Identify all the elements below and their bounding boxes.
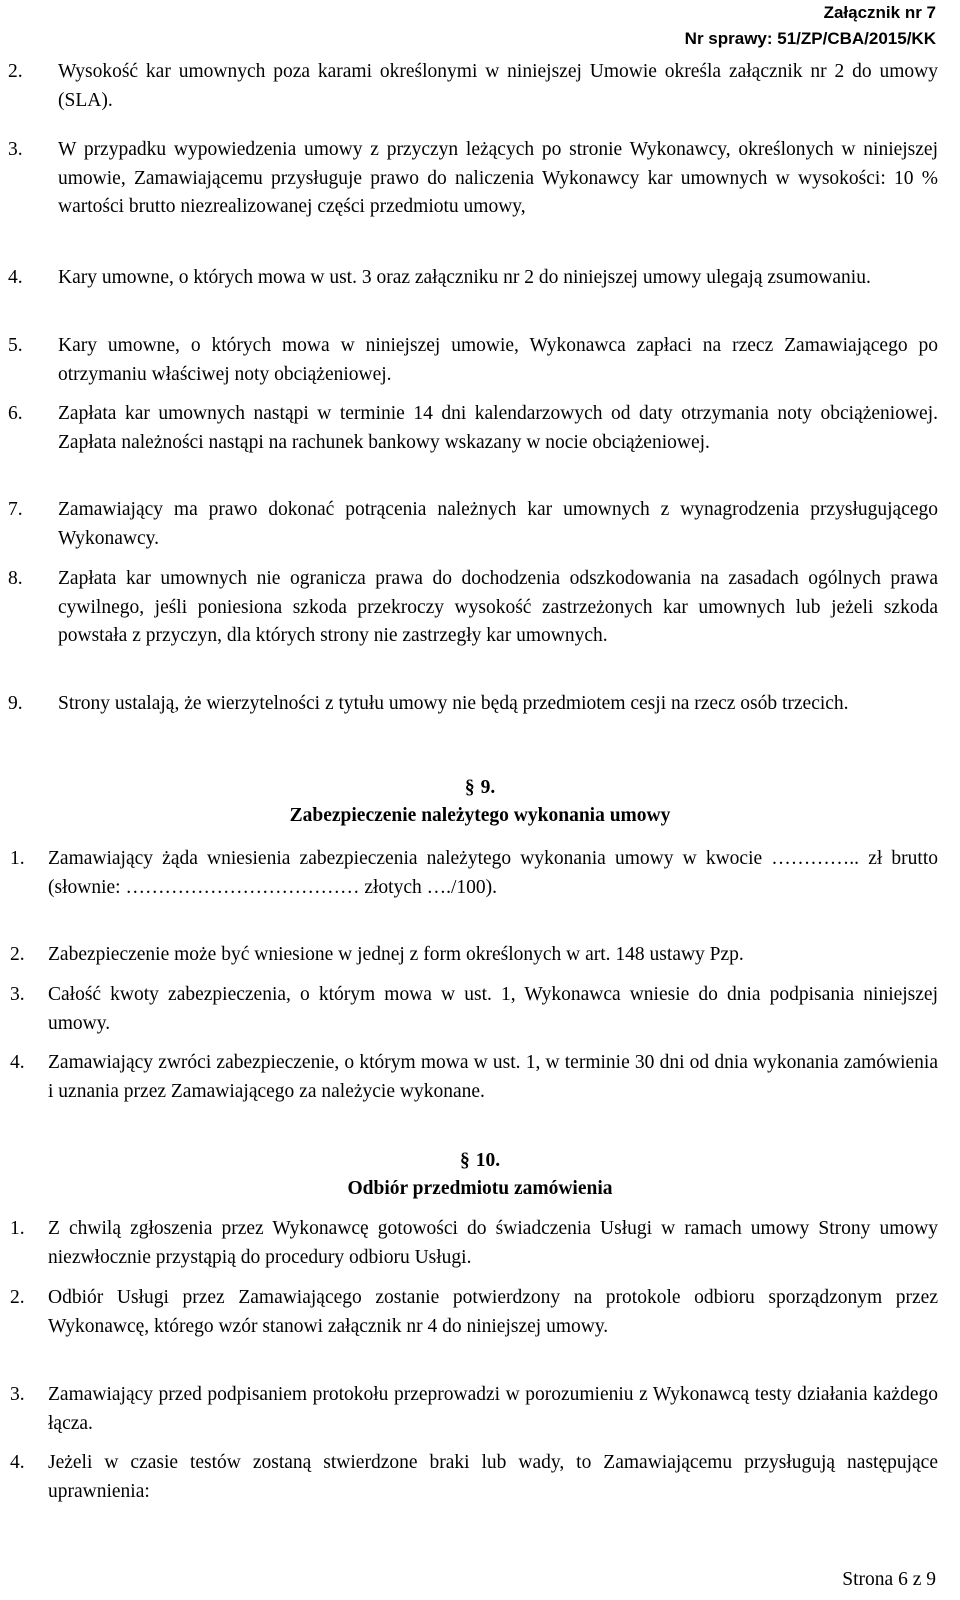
- item-text: Kary umowne, o których mowa w niniejszej umowie, Wykonawca zapłaci na rzecz Zamawiającego po otrzymaniu właściwej noty obciążeniowej.: [58, 335, 938, 385]
- item-text: Zapłata kar umownych nie ogranicza prawa do dochodzenia odszkodowania na zasadach ogólnych prawa cywilnego, jeśli poniesiona szkoda przekroczy wysokość zastrzeżonych kar umownych lub jeżeli szkoda powstała z przyczyn, dla których strony nie zastrzegły kar umownych.: [58, 568, 938, 646]
- item-number: 8.: [8, 568, 23, 589]
- item-number: 1.: [10, 1218, 25, 1239]
- item-text: Zamawiający ma prawo dokonać potrącenia należnych kar umownych z wynagrodzenia przysługującego Wykonawcy.: [58, 499, 938, 549]
- item-number: 4.: [10, 1052, 25, 1073]
- section-number: [0, 774, 960, 803]
- section-number-value: 9.: [480, 777, 496, 798]
- item-text: Wysokość kar umownych poza karami określonymi w niniejszej Umowie określa załącznik nr 2 do umowy (SLA).: [58, 61, 938, 111]
- item-text: Kary umowne, o których mowa w ust. 3 oraz załączniku nr 2 do niniejszej umowy ulegają zsumowaniu.: [58, 267, 871, 288]
- item-number: 1.: [10, 848, 25, 869]
- item-number: 6.: [8, 403, 23, 424]
- paragraph-mark: §: [459, 1150, 470, 1171]
- item-number: 2.: [10, 944, 25, 965]
- item-number: 3.: [8, 139, 23, 160]
- item-text: Strony ustalają, że wierzytelności z tytułu umowy nie będą przedmiotem cesji na rzecz osób trzecich.: [58, 693, 849, 714]
- item-text: Zamawiający żąda wniesienia zabezpieczenia należytego wykonania umowy w kwocie ………….. zł brutto (słownie: ……………………………… złotych …./100).: [48, 848, 938, 898]
- section-title: Zabezpieczenie należytego wykonania umowy: [289, 805, 671, 826]
- item-text: Zamawiający zwróci zabezpieczenie, o którym mowa w ust. 1, w terminie 30 dni od dnia wykonania zamówienia i uznania przez Zamawiającego za należycie wykonane.: [48, 1052, 938, 1102]
- page-number: Strona 6 z 9: [842, 1569, 936, 1590]
- item-text: Z chwilą zgłoszenia przez Wykonawcę gotowości do świadczenia Usługi w ramach umowy Strony umowy niezwłocznie przystąpią do procedury odbioru Usługi.: [48, 1218, 938, 1268]
- section-number-value: 10.: [475, 1150, 501, 1171]
- item-text: Odbiór Usługi przez Zamawiającego zostanie potwierdzony na protokole odbioru sporządzonym przez Wykonawcę, którego wzór stanowi załącznik nr 4 do niniejszej umowy.: [48, 1287, 938, 1337]
- case-number: Nr sprawy: 51/ZP/CBA/2015/KK: [684, 29, 936, 48]
- item-number: 4.: [8, 267, 23, 288]
- item-text: Zamawiający przed podpisaniem protokołu przeprowadzi w porozumieniu z Wykonawcą testy działania każdego łącza.: [48, 1384, 938, 1434]
- item-number: 4.: [10, 1452, 25, 1473]
- item-number: 2.: [10, 1287, 25, 1308]
- document-header: [685, 0, 936, 52]
- item-text: Jeżeli w czasie testów zostaną stwierdzone braki lub wady, to Zamawiającemu przysługują następujące uprawnienia:: [48, 1452, 938, 1502]
- item-text: Zapłata kar umownych nastąpi w terminie 14 dni kalendarzowych od daty otrzymania noty obciążeniowej. Zapłata należności nastąpi na rachunek bankowy wskazany w nocie obciążeniowej.: [58, 403, 938, 453]
- section-number: [0, 1147, 960, 1176]
- item-text: Całość kwoty zabezpieczenia, o którym mowa w ust. 1, Wykonawca wniesie do dnia podpisania niniejszej umowy.: [48, 984, 938, 1034]
- item-number: 3.: [10, 1384, 25, 1405]
- paragraph-mark: §: [464, 777, 475, 798]
- item-text: W przypadku wypowiedzenia umowy z przyczyn leżących po stronie Wykonawcy, określonych w niniejszej umowie, Zamawiającemu przysługuje prawo do naliczenia Wykonawcy kar umownych w wysokości: 10 % wartości brutto niezrealizowanej części przedmiotu umowy,: [58, 139, 938, 217]
- item-text: Zabezpieczenie może być wniesione w jednej z form określonych w art. 148 ustawy Pzp.: [48, 944, 744, 965]
- item-number: 3.: [10, 984, 25, 1005]
- item-number: 7.: [8, 499, 23, 520]
- item-number: 5.: [8, 335, 23, 356]
- item-number: 9.: [8, 693, 23, 714]
- item-number: 2.: [8, 61, 23, 82]
- attachment-label: Załącznik nr 7: [823, 3, 936, 22]
- section-title: Odbiór przedmiotu zamówienia: [347, 1178, 613, 1199]
